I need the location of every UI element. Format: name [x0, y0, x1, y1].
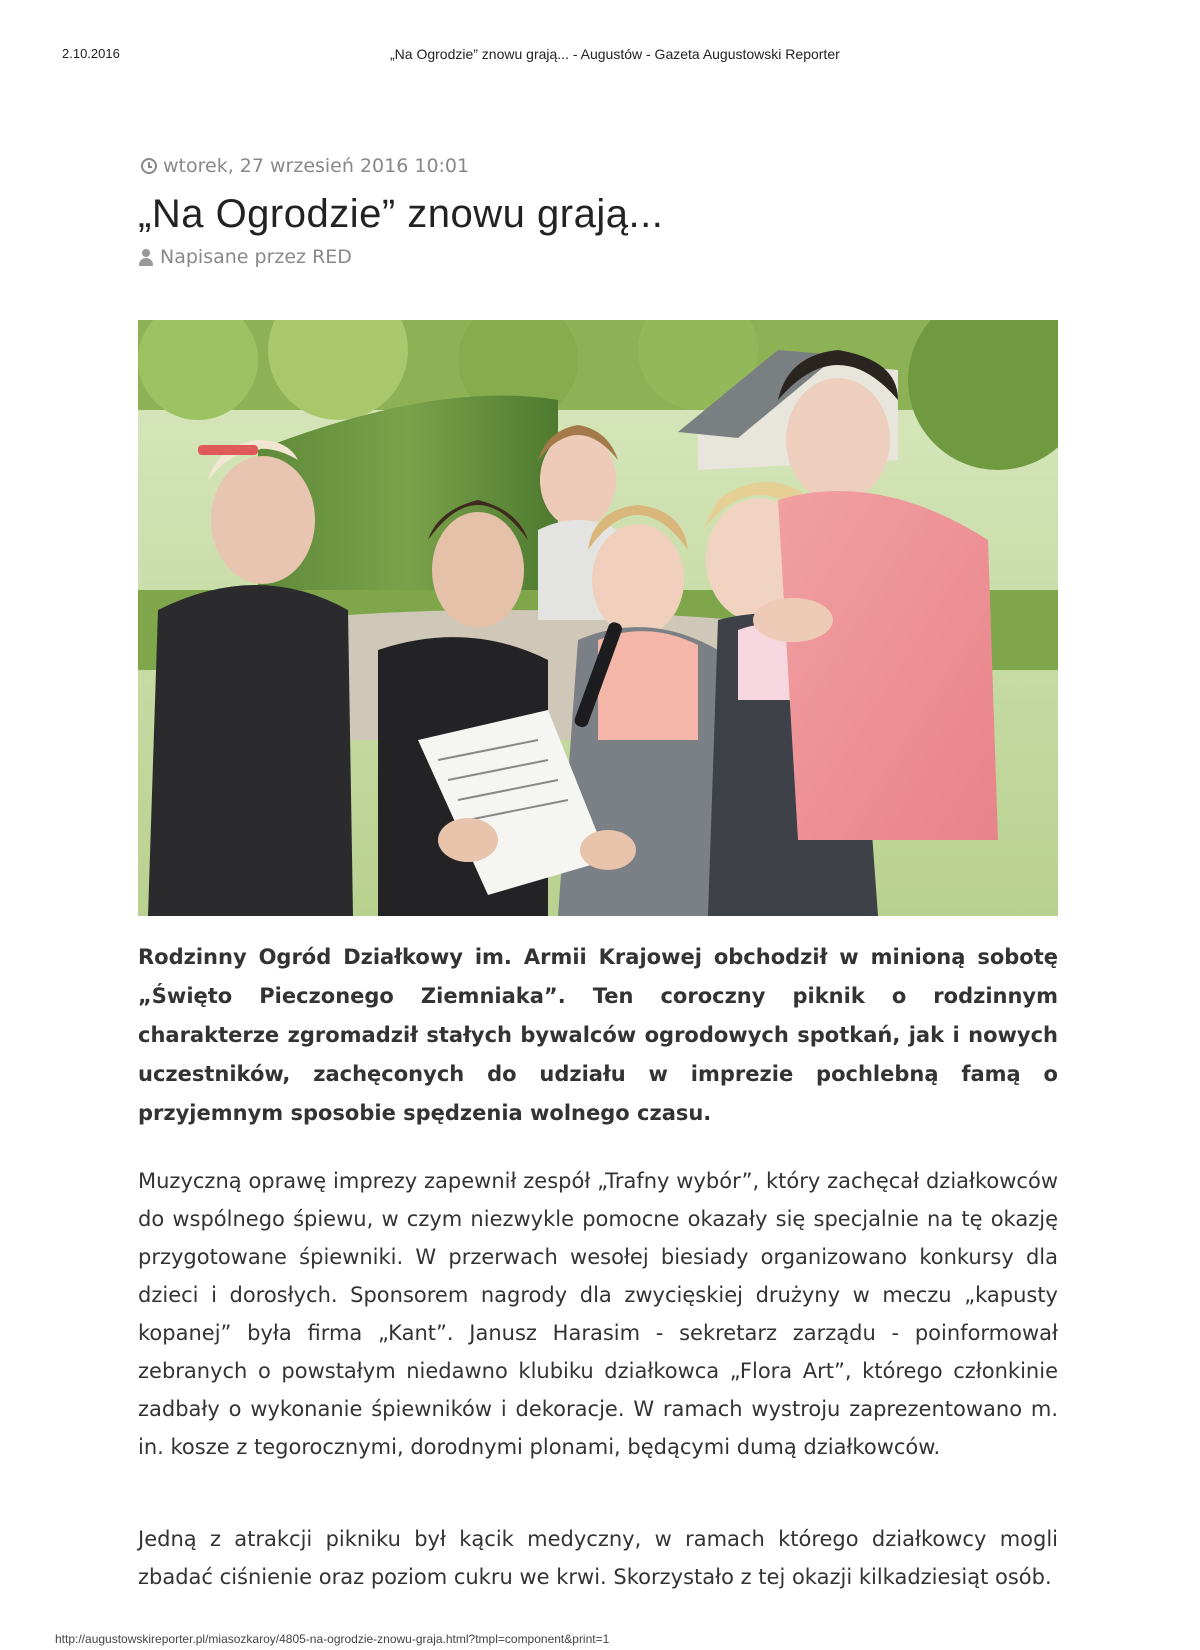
- article-lead: Rodzinny Ogród Działkowy im. Armii Krajowej obchodził w minioną sobotę „Święto Pieczonego Ziemniaka”. Ten coroczny piknik o rodzinnym charakterze zgromadził stałych bywalców ogrodowych spotkań, jak i nowych uczestników, zachęconych do udziału w imprezie pochlebną famą o przyjemnym sposobie spędzenia wolnego czasu.: [138, 945, 1058, 1125]
- article-author: [138, 240, 1058, 274]
- article-photo: [138, 320, 1058, 916]
- article-title: „Na Ogrodzie” znowu grają...: [138, 192, 664, 236]
- clock-icon: [141, 158, 157, 174]
- author-prefix: Napisane przez: [160, 246, 307, 268]
- article-date: [141, 150, 1058, 182]
- article: [138, 150, 1058, 1589]
- print-footer-url: http://augustowskireporter.pl/miasozkaroy/4805-na-ogrodzie-znowu-graja.html?tmpl=component&print=1: [55, 1632, 610, 1646]
- article-paragraph: Jedną z atrakcji pikniku był kącik medyczny, w ramach którego działkowcy mogli zbadać ciśnienie oraz poziom cukru we krwi. Skorzystało z tej okazji kilkadziesiąt osób.: [138, 1527, 1058, 1589]
- article-paragraph: Muzyczną oprawę imprezy zapewnił zespół „Trafny wybór”, który zachęcał działkowców do wspólnego śpiewu, w czym niezwykle pomocne okazały się specjalnie na tę okazję przygotowane śpiewniki. W przerwach wesołej biesiady organizowano konkursy dla dzieci i dorosłych. Sponsorem nagrody dla zwycięskiej drużyny w meczu „kapusty kopanej” była firma „Kant”. Janusz Harasim - sekretarz zarządu - poinformował zebranych o powstałym niedawno klubiku działkowca „Flora Art”, którego członkinie zadbały o wykonanie śpiewników i dekoracje. W ramach wystroju zaprezentowano m. in. kosze z tegorocznymi, dorodnymi plonami, będącymi dumą działkowców.: [138, 1169, 1058, 1459]
- print-header: [0, 0, 1200, 80]
- user-icon: [138, 249, 154, 266]
- author-name: RED: [312, 246, 352, 268]
- print-page-title: „Na Ogrodzie” znowu grają... - Augustów - Gazeta Augustowski Reporter: [390, 46, 840, 62]
- print-date: 2.10.2016: [62, 46, 120, 61]
- article-date-text: wtorek, 27 wrzesień 2016 10:01: [163, 155, 470, 177]
